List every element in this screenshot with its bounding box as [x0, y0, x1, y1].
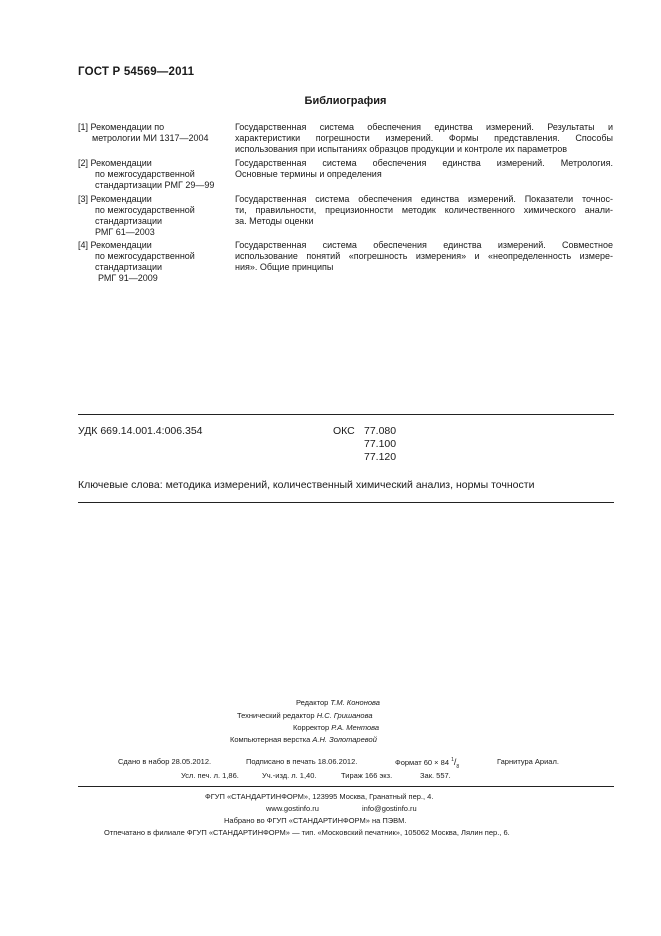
bib-entry-2-source: [2] Рекомендации по межгосударственной стандартизации РМГ 29—99 — [78, 158, 215, 190]
keywords-label: Ключевые слова: — [78, 479, 163, 491]
bib-entry-3-title: Государственная система обеспечения единства измерений. Показатели точнос- ти, правильности, прецизионности методик количественного химического анали- за. Методы оценки — [235, 194, 613, 227]
bibliography-title: Библиография — [304, 95, 387, 107]
website-link[interactable]: www.gostinfo.ru — [266, 804, 319, 813]
format: Формат 60 × 84 $^1/_8$ — [395, 757, 460, 770]
printed-note: Отпечатано в филиале ФГУП «СТАНДАРТИНФОРМ» — тип. «Московский печатник», 105062 Москва, Лялин пер., 6. — [104, 828, 510, 837]
submitted-date: Сдано в набор 28.05.2012. — [118, 757, 212, 766]
typeset-note: Набрано во ФГУП «СТАНДАРТИНФОРМ» на ПЭВМ. — [224, 816, 407, 825]
layout-line: Компьютерная верстка А.Н. Золотаревой — [230, 735, 377, 744]
bib-entry-4-title: Государственная система обеспечения единства измерений. Совместное использование понятий «погрешность измерения» и «неопределенность измере- ния». Общие принципы — [235, 240, 613, 273]
standard-number: ГОСТ Р 54569—2011 — [78, 66, 195, 78]
circulation: Тираж 166 экз. — [341, 771, 393, 780]
bib-entry-1-source: [1] Рекомендации по метрологии МИ 1317—2004 — [78, 122, 209, 143]
bib-entry-3-source: [3] Рекомендации по межгосударственной стандартизации РМГ 61—2003 — [78, 194, 195, 237]
divider-top — [78, 414, 614, 415]
keywords-text: методика измерений, количественный химический анализ, нормы точности — [165, 479, 535, 491]
udk-code: УДК 669.14.001.4:006.354 — [78, 425, 203, 437]
divider-keywords — [78, 502, 614, 503]
oks-code-2: 77.100 — [364, 438, 397, 450]
oks-code-3: 77.120 — [364, 451, 397, 463]
oks-code-1: 77.080 — [364, 425, 397, 437]
bib-entry-2-title: Государственная система обеспечения единства измерений. Метрология. Основные термины и определения — [235, 158, 613, 180]
bib-entry-4-source: [4] Рекомендации по межгосударственной стандартизации РМГ 91—2009 — [78, 240, 195, 283]
editor-line: Редактор Т.М. Кононова — [296, 698, 380, 707]
email-link[interactable]: info@gostinfo.ru — [362, 804, 417, 813]
signed-date: Подписано в печать 18.06.2012. — [246, 757, 358, 766]
keywords — [78, 479, 534, 491]
order-number: Зак. 557. — [420, 771, 451, 780]
typeface: Гарнитура Ариал. — [497, 757, 559, 766]
corrector-line: Корректор Р.А. Ментова — [293, 723, 380, 732]
print-sheets: Усл. печ. л. 1,86. — [181, 771, 239, 780]
oks-label: ОКС — [333, 425, 355, 437]
publishing-sheets: Уч.-изд. л. 1,40. — [262, 771, 317, 780]
tech-editor-line: Технический редактор Н.С. Гришанова — [237, 711, 373, 720]
publisher: ФГУП «СТАНДАРТИНФОРМ», 123995 Москва, Гранатный пер., 4. — [205, 792, 434, 801]
divider-imprint — [78, 786, 614, 787]
bib-entry-1-title: Государственная система обеспечения единства измерений. Результаты и характеристики погрешности измерений. Формы представления. Способы использования при испытаниях образцов продукции и контроле их параметров — [235, 122, 613, 155]
